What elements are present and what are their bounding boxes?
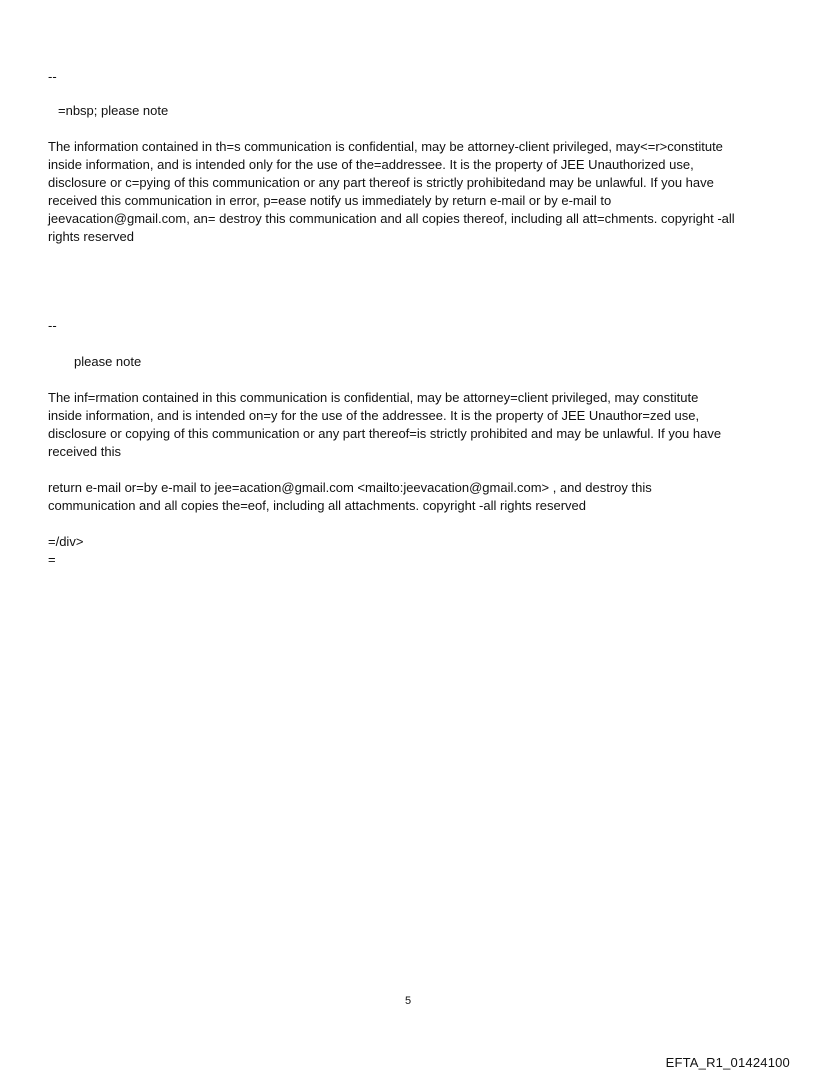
please-note-1: =nbsp; please note — [58, 103, 169, 118]
paragraph-line: return e-mail or=by e-mail to jee=acation@gmail.com <mailto:jeevacation@gmail.com> , and destroy this — [48, 480, 652, 495]
paragraph-line: disclosure or copying of this communication or any part thereof=is strictly prohibited and may be unlawful. If you have — [48, 426, 722, 441]
paragraph-line: jeevacation@gmail.com, an= destroy this communication and all copies thereof, including all att=chments. copyright -all — [48, 211, 735, 226]
closing-eq: = — [48, 552, 56, 567]
disclaimer-paragraph-1 — [48, 138, 770, 246]
paragraph-line: disclosure or c=pying of this communication or any part thereof is strictly prohibitedand may be unlawful. If you have — [48, 175, 714, 190]
document-id: EFTA_R1_01424100 — [665, 1055, 790, 1070]
paragraph-line: rights reserved — [48, 229, 134, 244]
paragraph-line: inside information, and is intended on=y for the use of the addressee. It is the property of JEE Unauthor=zed use, — [48, 408, 700, 423]
paragraph-line: inside information, and is intended only for the use of the=addressee. It is the property of JEE Unauthorized use, — [48, 157, 694, 172]
paragraph-line: received this — [48, 444, 121, 459]
disclaimer-paragraph-3 — [48, 479, 770, 515]
paragraph-line: received this communication in error, p=ease notify us immediately by return e-mail or by e-mail to — [48, 193, 612, 208]
closing-div: =/div> — [48, 534, 84, 549]
paragraph-line: The information contained in th=s communication is confidential, may be attorney-client privileged, may<=r>constitute — [48, 139, 723, 154]
paragraph-line: The inf=rmation contained in this communication is confidential, may be attorney=client privileged, may constitute — [48, 390, 699, 405]
please-note-2: please note — [74, 354, 142, 369]
disclaimer-paragraph-2 — [48, 389, 770, 461]
separator-2: -- — [48, 318, 57, 333]
page-number: 5 — [404, 995, 412, 1007]
paragraph-line: communication and all copies the=eof, including all attachments. copyright -all rights reserved — [48, 498, 586, 513]
separator-1: -- — [48, 69, 57, 84]
